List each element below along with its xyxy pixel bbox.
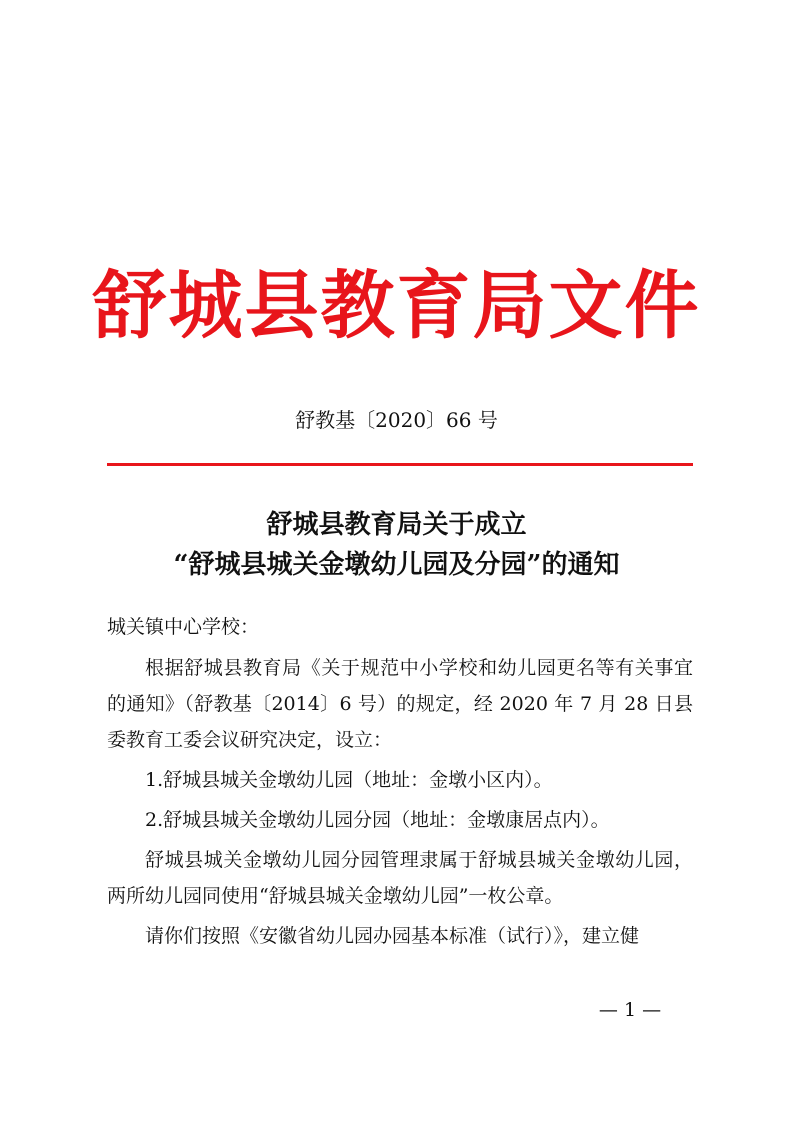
body-paragraph: 根据舒城县教育局《关于规范中小学校和幼儿园更名等有关事宜的通知》（舒教基〔2014〕6 号）的规定，经 2020 年 7 月 28 日县委教育工委会议研究决定，设立： <box>107 657 693 751</box>
body-paragraph: 2.舒城县城关金墩幼儿园分园（地址：金墩康居点内）。 <box>145 809 610 831</box>
document-masthead: 舒城县教育局文件 <box>92 263 701 349</box>
body-paragraph: 1.舒城县城关金墩幼儿园（地址：金墩小区内）。 <box>145 769 553 791</box>
body-paragraph: 舒城县城关金墩幼儿园分园管理隶属于舒城县城关金墩幼儿园，两所幼儿园同使用“舒城县城关金墩幼儿园”一枚公章。 <box>107 849 693 907</box>
red-divider-line <box>107 463 693 466</box>
body-paragraph: 请你们按照《安徽省幼儿园办园基本标准（试行）》，建立健 <box>145 925 640 947</box>
addressee: 城关镇中心学校： <box>107 616 260 638</box>
notice-title-line-2: “舒城县城关金墩幼儿园及分园”的通知 <box>173 550 620 580</box>
page-number: — 1 — <box>598 999 662 1021</box>
notice-title-line-1: 舒城县教育局关于成立 <box>266 510 527 540</box>
document-body <box>107 650 693 958</box>
document-number: 舒教基〔2020〕66 号 <box>295 408 498 432</box>
